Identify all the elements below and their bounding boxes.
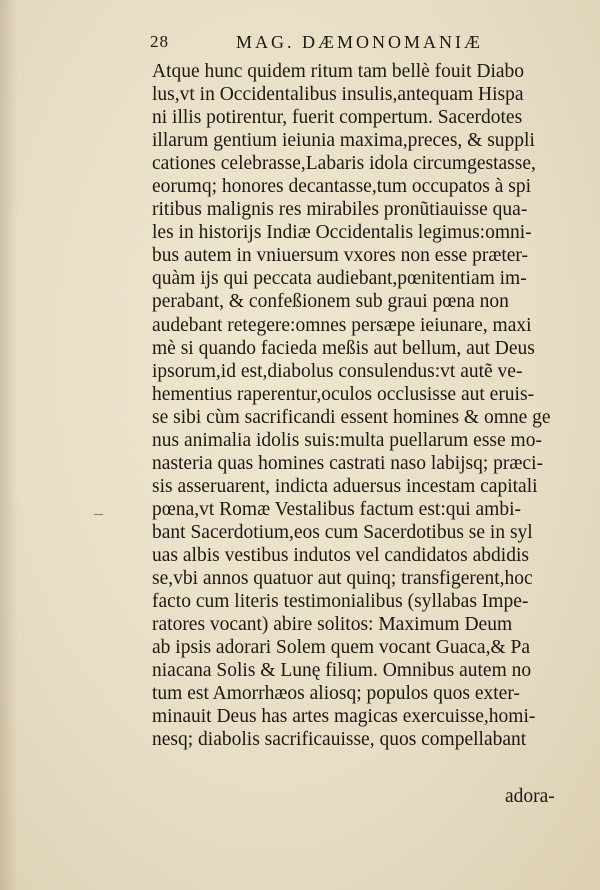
text-line: lus,vt in Occidentalibus insulis,antequam Hispa <box>152 84 524 106</box>
text-line: quàm ijs qui peccata audiebant,pœnitentiam im- <box>152 268 527 290</box>
text-line: uas albis vestibus indutos vel candidatos abdidis <box>152 544 529 566</box>
page-number: 28 <box>150 32 169 51</box>
text-line: bant Sacerdotium,eos cum Sacerdotibus se in syl <box>152 521 533 543</box>
text-line: niacana Solis & Lunę filium. Omnibus autem no <box>152 660 532 682</box>
margin-mark: – <box>94 503 103 523</box>
text-line: ab ipsis adorari Solem quem vocant Guaca,& Pa <box>152 637 530 659</box>
text-line: perabant, & confeßionem sub graui pœna non <box>152 291 509 313</box>
text-line: Atque hunc quidem ritum tam bellè fouit Diabo <box>152 61 525 82</box>
text-line: tum est Amorrhæos aliosq; populos quos exter- <box>152 683 520 705</box>
text-line: facto cum literis testimonialibus (syllabas Impe- <box>152 591 529 613</box>
text-line: les in historijs Indiæ Occidentalis legimus:omni- <box>152 222 532 244</box>
body-text <box>152 60 572 751</box>
page-shadow <box>0 0 18 890</box>
text-line: audebant retegere:omnes persæpe ieiunare, maxi <box>152 314 532 336</box>
text-line: se sibi cùm sacrificandi essent homines & omne ge <box>152 406 551 428</box>
text-line: se,vbi annos quatuor aut quinq; transfigerent,hoc <box>152 568 533 590</box>
running-title: MAG. DÆMONOMANIÆ <box>236 32 484 52</box>
text-line: mè si quando facieda meßis aut bellum, aut Deus <box>152 337 535 359</box>
text-line: pœna,vt Romæ Vestalibus factum est:qui ambi- <box>152 498 522 520</box>
text-line: ritibus malignis res mirabiles pronũtiauisse qua- <box>152 199 528 221</box>
text-line: ipsorum,id est,diabolus consulendus:vt autẽ ve- <box>152 360 523 382</box>
text-line: illarum gentium ieiunia maxima,preces, & suppli <box>152 130 535 152</box>
text-line: ni illis potirentur, fuerit compertum. Sacerdotes <box>152 107 523 129</box>
text-line: eorumq; honores decantasse,tum occupatos à spi <box>152 176 532 198</box>
catchword: adora- <box>505 786 555 807</box>
page-header <box>150 32 570 54</box>
text-line: cationes celebrasse,Labaris idola circumgestasse, <box>152 153 536 175</box>
text-line: minauit Deus has artes magicas exercuisse,homi- <box>152 706 536 728</box>
text-line: nesq; diabolis sacrificauisse, quos compellabant <box>152 729 527 751</box>
text-line: bus autem in vniuersum vxores non esse præter- <box>152 245 528 267</box>
text-line: nus animalia idolis suis:multa puellarum esse mo- <box>152 429 542 451</box>
text-line: ratores vocant) abire solitos: Maximum Deum <box>152 614 513 636</box>
text-line: hementius raperentur,oculos occlusisse aut eruis- <box>152 383 535 405</box>
text-line: nasteria quas homines castrati naso labijsq; præci- <box>152 452 543 474</box>
text-line: sis asseruarent, indicta aduersus incestam capitali <box>152 475 538 497</box>
